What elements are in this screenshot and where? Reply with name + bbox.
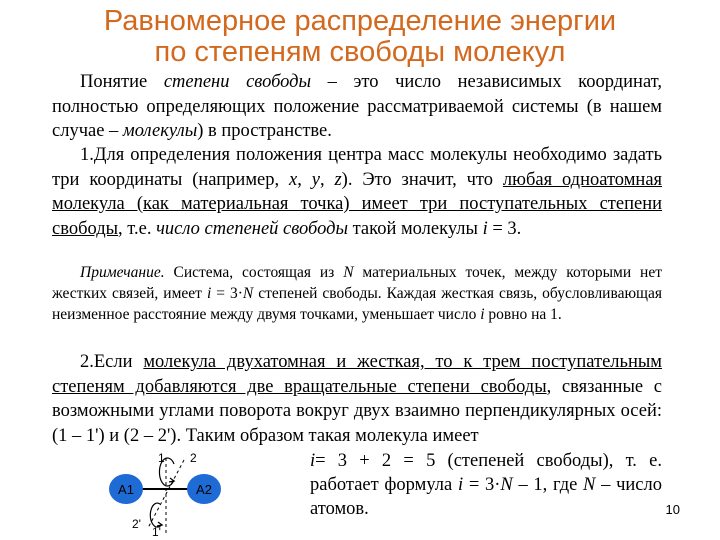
slide-number: 10 xyxy=(665,502,680,517)
var-i: i xyxy=(310,451,316,471)
underlined-statement: любая одноатомная молекула (как материальная точка) имеет три поступательных степени свободы xyxy=(52,169,663,239)
var-n: N xyxy=(343,264,354,281)
axis-2-label: 2 xyxy=(190,451,197,465)
var-i: i xyxy=(457,475,464,495)
term-degrees-of-freedom: степени свободы xyxy=(163,72,312,92)
var-z: z xyxy=(334,169,342,190)
text: = 3· xyxy=(463,475,501,495)
var-n: N xyxy=(583,475,596,495)
underlined-statement: молекула двухатомная и жесткая, то к трем поступательным степеням добавляются две вращательные степени свободы xyxy=(52,352,662,397)
term-molecule: молекулы xyxy=(122,121,198,141)
text: 1.Для определения положения центра масс молекулы необходимо задать три координаты (например, xyxy=(52,145,662,190)
note-label: Примечание. xyxy=(80,264,165,281)
text: , связанные с возможными углами поворота вокруг двух взаимно перпендикулярных осей: (1 – 1') и (2 – 2'). Таким образом такая молекула имеет xyxy=(52,376,662,446)
text: = 3· xyxy=(211,285,243,302)
var-i: i xyxy=(482,218,488,239)
paragraph-monoatomic xyxy=(52,143,662,241)
arrowhead-top xyxy=(169,478,174,482)
text: 2.Если xyxy=(80,352,144,372)
var-x: x xyxy=(289,169,298,190)
text: , xyxy=(319,169,335,190)
text: – это число независимых координат, полностью определяющих положение рассматриваемой системы (в нашем случае – xyxy=(52,72,662,141)
diatomic-molecule-diagram xyxy=(100,448,230,538)
axis-1-label: 1 xyxy=(158,451,165,465)
var-n: N xyxy=(500,475,513,495)
note-paragraph xyxy=(52,262,662,325)
text: ) в пространстве. xyxy=(197,121,332,141)
text: , xyxy=(297,169,312,190)
text: Понятие xyxy=(80,72,164,92)
text: , т.е. xyxy=(118,218,157,239)
title-line-2: по степеням свободы молекул xyxy=(154,36,566,68)
paragraph-formula xyxy=(310,449,662,521)
axis-1-prime-label: 1' xyxy=(152,525,161,538)
atom-a2-label: A2 xyxy=(196,482,212,497)
text: = 3. xyxy=(487,218,522,239)
var-n: N xyxy=(242,285,254,302)
axis-2-prime-label: 2' xyxy=(132,517,141,531)
text: материальных точек, между которыми нет жестких связей, имеет xyxy=(52,264,662,302)
paragraph-definition xyxy=(52,70,662,144)
var-i: i xyxy=(480,306,485,323)
text: такой молекулы xyxy=(348,218,483,239)
text: ). Это значит, что xyxy=(341,169,503,190)
text: Система, состоящая из xyxy=(164,264,344,281)
text: – 1, где xyxy=(512,475,584,495)
text: ровно на 1. xyxy=(484,306,562,323)
text: – число атомов. xyxy=(310,475,662,519)
text: степеней свободы. Каждая жесткая связь, обусловливающая неизменное расстояние между двумя точками, уменьшает число xyxy=(52,285,662,323)
title-line-1: Равномерное распределение энергии xyxy=(103,5,617,37)
var-y: y xyxy=(311,169,320,190)
atom-a1-label: A1 xyxy=(118,482,134,497)
var-i: i xyxy=(206,285,212,302)
text: = 3 + 2 = 5 (степеней свободы), т. е. работает формула xyxy=(310,451,662,495)
term-number-of-degrees: число степеней свободы xyxy=(156,218,348,239)
slide-title xyxy=(0,6,720,68)
paragraph-diatomic xyxy=(52,350,662,448)
